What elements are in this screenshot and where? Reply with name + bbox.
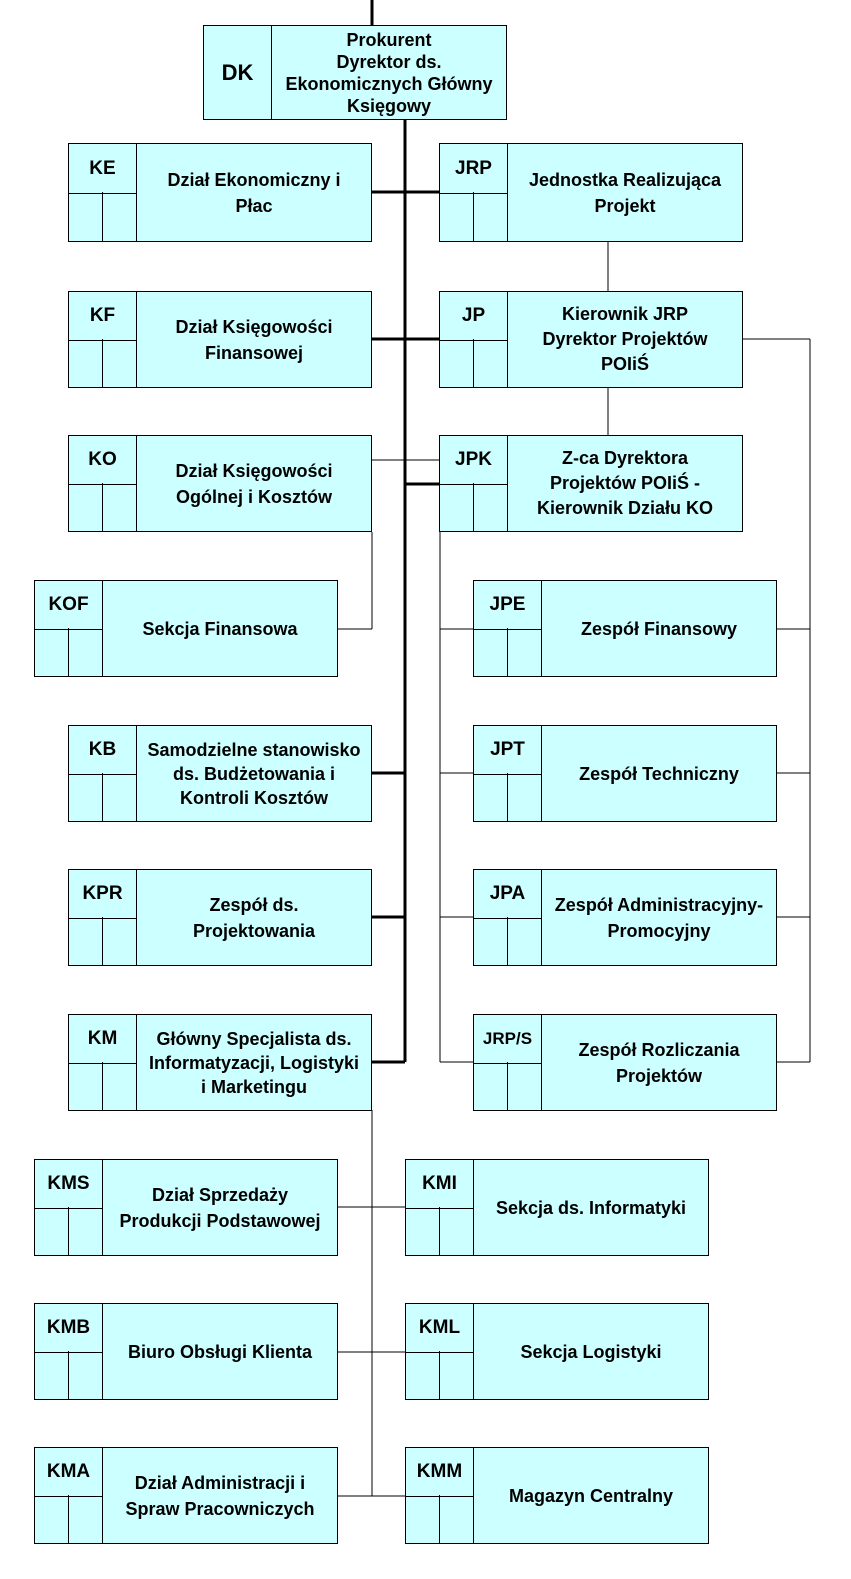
unit-box-ke xyxy=(68,143,372,242)
unit-box-jp xyxy=(439,291,743,388)
unit-box-kms xyxy=(34,1159,338,1256)
unit-title: Zespół Rozliczania Projektów xyxy=(578,1039,740,1086)
unit-box-jpt xyxy=(473,725,777,822)
unit-code: KO xyxy=(69,436,137,485)
unit-title: Dział Ekonomiczny i Płac xyxy=(167,169,341,216)
unit-code: KPR xyxy=(69,870,137,919)
unit-code: JPT xyxy=(474,726,542,775)
unit-code: KML xyxy=(406,1304,474,1353)
unit-title: Główny Specjalista ds. Informatyzacji, Logistyki i Marketingu xyxy=(148,1028,360,1097)
unit-title: Sekcja Finansowa xyxy=(142,618,298,639)
unit-title: Prokurent Dyrektor ds. Ekonomicznych Główny Księgowy xyxy=(285,29,493,116)
unit-title: Zespół ds. Projektowania xyxy=(192,894,316,941)
unit-title: Zespół Techniczny xyxy=(579,763,739,784)
unit-code: JRP/S xyxy=(474,1015,542,1064)
unit-box-kma xyxy=(34,1447,338,1544)
unit-title: Dział Administracji i Spraw Pracowniczych xyxy=(125,1472,315,1519)
unit-code: KM xyxy=(69,1015,137,1064)
unit-code: KMM xyxy=(406,1448,474,1497)
unit-box-jrps xyxy=(473,1014,777,1111)
unit-code: JRP xyxy=(440,144,508,194)
unit-code: JPA xyxy=(474,870,542,919)
unit-box-jpe xyxy=(473,580,777,677)
unit-title: Biuro Obsługi Klienta xyxy=(127,1341,312,1362)
unit-box-ko xyxy=(68,435,372,532)
unit-title: Kierownik JRP Dyrektor Projektów POIiŚ xyxy=(542,304,708,374)
unit-box-km xyxy=(68,1014,372,1111)
unit-code: KMB xyxy=(35,1304,103,1353)
unit-title: Magazyn Centralny xyxy=(508,1485,674,1506)
unit-code: DK xyxy=(204,26,272,119)
unit-title: Sekcja Logistyki xyxy=(520,1341,662,1362)
unit-title: Dział Sprzedaży Produkcji Podstawowej xyxy=(119,1184,321,1231)
unit-code: JPE xyxy=(474,581,542,630)
unit-box-kmi xyxy=(405,1159,709,1256)
unit-box-kb xyxy=(68,725,372,822)
unit-code: KMI xyxy=(406,1160,474,1209)
unit-title: Dział Księgowości Ogólnej i Kosztów xyxy=(175,460,333,507)
unit-title: Zespół Finansowy xyxy=(580,618,738,639)
unit-box-kof xyxy=(34,580,338,677)
unit-code: KE xyxy=(69,144,137,194)
unit-box-jpk xyxy=(439,435,743,532)
unit-title: Sekcja ds. Informatyki xyxy=(495,1197,687,1218)
unit-box-jrp xyxy=(439,143,743,242)
unit-code: KMS xyxy=(35,1160,103,1209)
unit-box-kml xyxy=(405,1303,709,1400)
unit-title: Dział Księgowości Finansowej xyxy=(175,316,333,363)
unit-title: Zespół Administracyjny- Promocyjny xyxy=(554,894,764,941)
unit-code: KF xyxy=(69,292,137,341)
unit-box-kf xyxy=(68,291,372,388)
unit-box-kpr xyxy=(68,869,372,966)
unit-box-dk xyxy=(203,25,507,120)
unit-title: Samodzielne stanowisko ds. Budżetowania i Kontroli Kosztów xyxy=(147,739,361,808)
unit-box-kmb xyxy=(34,1303,338,1400)
unit-code: KOF xyxy=(35,581,103,630)
unit-code: JP xyxy=(440,292,508,341)
unit-code: JPK xyxy=(440,436,508,485)
unit-box-kmm xyxy=(405,1447,709,1544)
unit-box-jpa xyxy=(473,869,777,966)
unit-code: KMA xyxy=(35,1448,103,1497)
unit-title: Jednostka Realizująca Projekt xyxy=(528,169,722,216)
unit-title: Z-ca Dyrektora Projektów POIiŚ - Kierownik Działu KO xyxy=(536,448,714,518)
unit-code: KB xyxy=(69,726,137,775)
